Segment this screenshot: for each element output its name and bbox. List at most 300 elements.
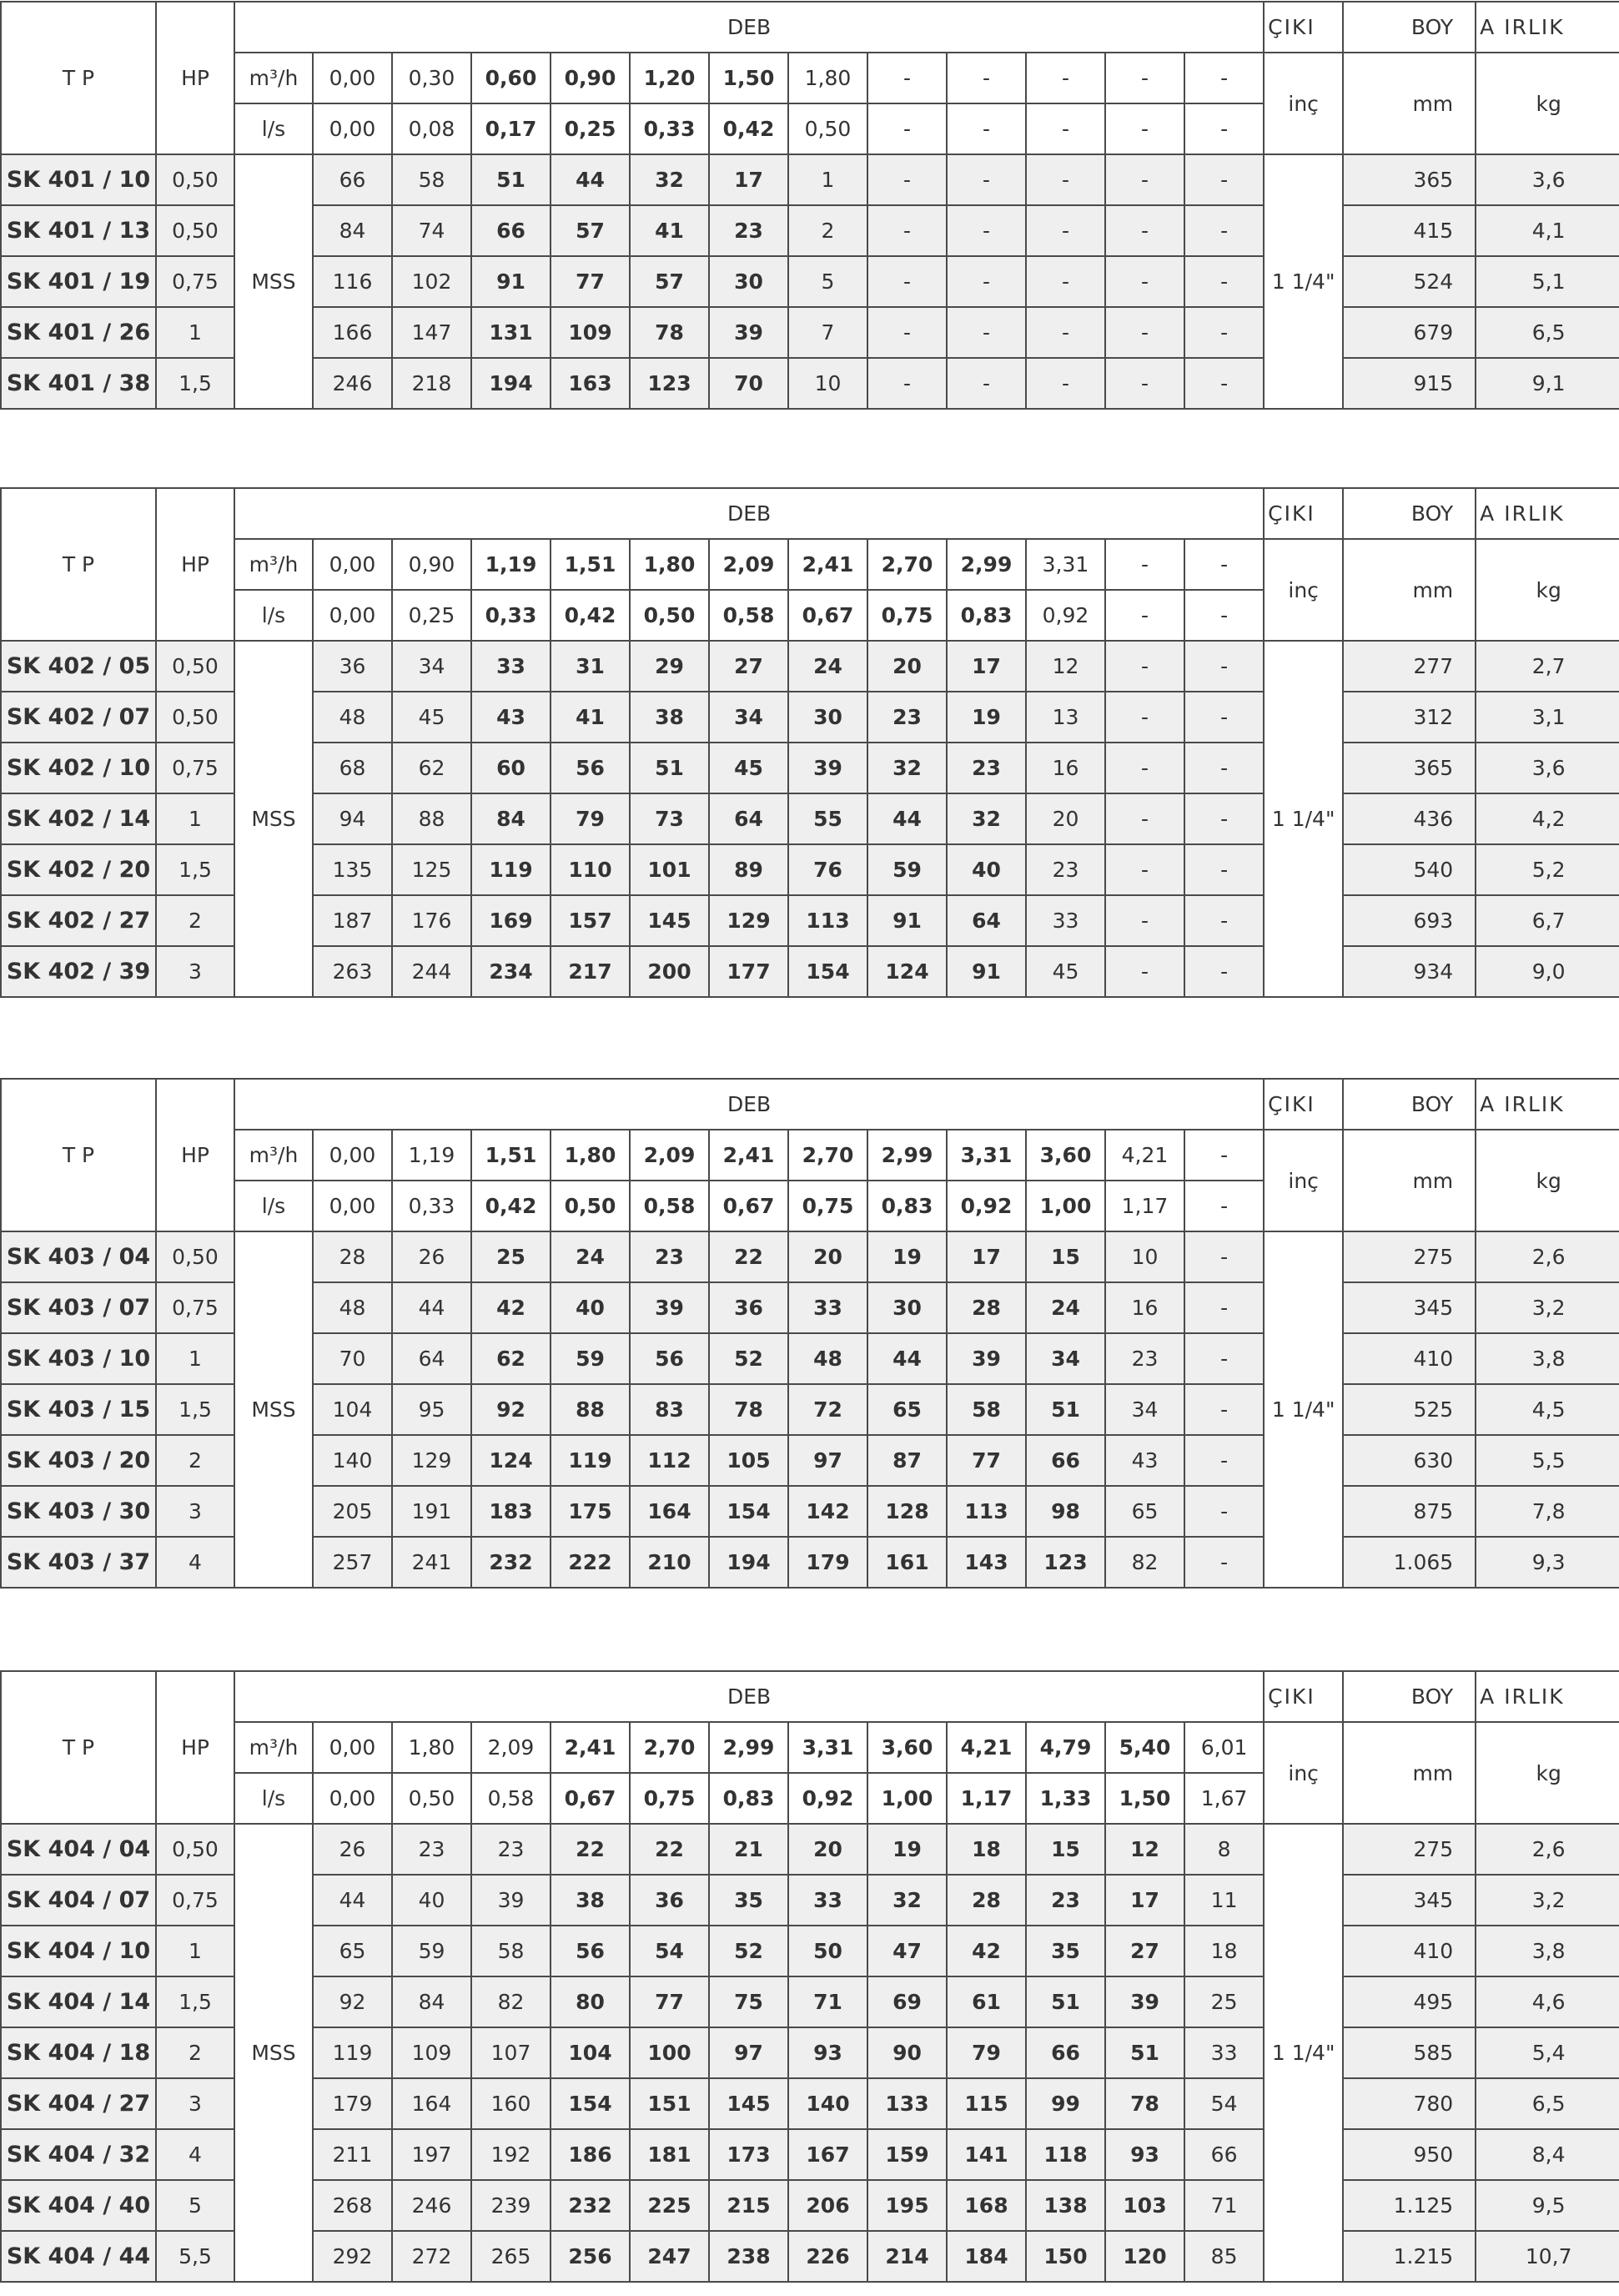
flow-m3h-value: 2,70 [867,539,947,590]
flow-ls-value: 0,33 [630,103,709,154]
head-value: 133 [867,2078,947,2129]
head-value: 48 [313,1282,392,1333]
head-value: 138 [1026,2180,1105,2231]
hp-cell: 1,5 [156,844,234,895]
weight-header: A IRLIK [1476,2,1619,53]
head-value: 147 [392,307,471,358]
head-value: 232 [471,1537,551,1588]
head-value: - [1184,205,1264,256]
head-value: 51 [471,154,551,205]
head-value: 97 [709,2027,788,2078]
hp-cell: 1,5 [156,1384,234,1435]
table-row [1,641,1619,692]
flow-m3h-value: 4,21 [1105,1130,1184,1181]
head-value: 181 [630,2129,709,2180]
weight-cell: 2,6 [1476,1824,1619,1875]
weight-cell: 10,7 [1476,2231,1619,2282]
flow-ls-value: 0,83 [947,590,1026,641]
head-value: 87 [867,1435,947,1486]
head-value: 71 [1184,2180,1264,2231]
head-value: 32 [867,1875,947,1926]
head-value: 109 [392,2027,471,2078]
flow-ls-value: 0,75 [867,590,947,641]
outlet-unit: inç [1264,1722,1343,1824]
head-value: - [867,205,947,256]
head-value: 12 [1026,641,1105,692]
header-row [1,1671,1619,1722]
head-value: 179 [313,2078,392,2129]
head-value: 64 [709,793,788,844]
flow-ls-value: 0,83 [867,1181,947,1231]
flow-ls-value: 0,50 [551,1181,630,1231]
model-cell: SK 403 / 04 [1,1231,156,1282]
head-value: 103 [1105,2180,1184,2231]
head-value: 272 [392,2231,471,2282]
flow-ls-value: 1,33 [1026,1773,1105,1824]
head-value: 166 [313,307,392,358]
length-cell: 679 [1343,307,1476,358]
length-cell: 312 [1343,692,1476,743]
head-value: 97 [788,1435,867,1486]
head-value: 206 [788,2180,867,2231]
ls-label: l/s [234,103,313,154]
weight-header: A IRLIK [1476,488,1619,539]
hp-header: HP [156,488,234,641]
head-value: 95 [392,1384,471,1435]
head-value: 154 [551,2078,630,2129]
length-cell: 277 [1343,641,1476,692]
weight-unit: kg [1476,1130,1619,1231]
head-value: 244 [392,946,471,997]
head-value: 23 [1105,1333,1184,1384]
head-value: 33 [788,1875,867,1926]
head-value: - [947,154,1026,205]
length-cell: 585 [1343,2027,1476,2078]
head-value: 123 [630,358,709,409]
weight-unit: kg [1476,53,1619,154]
model-cell: SK 402 / 20 [1,844,156,895]
weight-cell: 6,7 [1476,895,1619,946]
head-value: - [1026,256,1105,307]
length-cell: 934 [1343,946,1476,997]
head-value: 246 [392,2180,471,2231]
flow-ls-value: 1,17 [947,1773,1026,1824]
length-cell: 436 [1343,793,1476,844]
head-value: 64 [947,895,1026,946]
flow-ls-value: 1,00 [867,1773,947,1824]
head-value: 68 [313,743,392,793]
head-value: - [1184,1537,1264,1588]
head-value: 110 [551,844,630,895]
head-value: 79 [551,793,630,844]
flow-ls-value: 0,58 [630,1181,709,1231]
hp-cell: 0,50 [156,154,234,205]
model-cell: SK 403 / 37 [1,1537,156,1588]
head-value: 256 [551,2231,630,2282]
flow-ls-value: - [1184,590,1264,641]
table-row [1,1824,1619,1875]
head-value: 195 [867,2180,947,2231]
flow-m3h-value: 2,41 [709,1130,788,1181]
head-value: 56 [551,1926,630,1976]
head-value: 104 [313,1384,392,1435]
flow-ls-value: 0,42 [551,590,630,641]
head-value: 119 [551,1435,630,1486]
head-value: 15 [1026,1231,1105,1282]
ls-label: l/s [234,590,313,641]
head-value: 246 [313,358,392,409]
flow-header: DEB [234,1671,1264,1722]
head-value: 113 [947,1486,1026,1537]
weight-cell: 9,3 [1476,1537,1619,1588]
flow-m3h-value: 2,99 [947,539,1026,590]
spec-table [0,1670,1619,2283]
flow-m3h-value: 0,30 [392,53,471,103]
head-value: 192 [471,2129,551,2180]
weight-cell: 3,2 [1476,1282,1619,1333]
head-value: 167 [788,2129,867,2180]
head-value: 7 [788,307,867,358]
hp-cell: 0,75 [156,743,234,793]
head-value: 112 [630,1435,709,1486]
head-value: 176 [392,895,471,946]
hp-cell: 2 [156,2027,234,2078]
head-value: 154 [788,946,867,997]
length-cell: 495 [1343,1976,1476,2027]
head-value: 39 [788,743,867,793]
spec-table [0,1078,1619,1589]
model-cell: SK 403 / 10 [1,1333,156,1384]
head-value: 66 [1026,2027,1105,2078]
head-value: 141 [947,2129,1026,2180]
head-value: 187 [313,895,392,946]
head-value: - [867,358,947,409]
head-value: 66 [1026,1435,1105,1486]
hp-cell: 2 [156,1435,234,1486]
model-cell: SK 403 / 20 [1,1435,156,1486]
flow-m3h-value: 0,90 [551,53,630,103]
head-value: 43 [1105,1435,1184,1486]
weight-cell: 2,6 [1476,1231,1619,1282]
model-cell: SK 402 / 05 [1,641,156,692]
head-value: 84 [392,1976,471,2027]
header-row [1,2,1619,53]
flow-ls-value: 0,58 [471,1773,551,1824]
table-row [1,1231,1619,1282]
head-value: 129 [709,895,788,946]
flow-m3h-row [1,53,1619,103]
head-value: 120 [1105,2231,1184,2282]
head-value: 22 [630,1824,709,1875]
head-value: 44 [392,1282,471,1333]
head-value: 33 [471,641,551,692]
head-value: 74 [392,205,471,256]
head-value: 131 [471,307,551,358]
model-cell: SK 402 / 10 [1,743,156,793]
head-value: - [1105,946,1184,997]
flow-m3h-value: - [867,53,947,103]
model-cell: SK 404 / 14 [1,1976,156,2027]
head-value: 70 [313,1333,392,1384]
head-value: 39 [471,1875,551,1926]
model-cell: SK 403 / 07 [1,1282,156,1333]
head-value: 26 [392,1231,471,1282]
length-header: BOY [1343,2,1476,53]
header-row [1,488,1619,539]
weight-cell: 3,1 [1476,692,1619,743]
head-value: - [1184,358,1264,409]
head-value: 39 [709,307,788,358]
head-value: 10 [1105,1231,1184,1282]
hp-cell: 1 [156,307,234,358]
length-unit: mm [1343,53,1476,154]
model-cell: SK 404 / 44 [1,2231,156,2282]
flow-ls-value: 0,00 [313,1773,392,1824]
outlet-cell: 1 1/4" [1264,1231,1343,1588]
head-value: - [1105,793,1184,844]
head-value: 18 [1184,1926,1264,1976]
motor-cell: MSS [234,641,313,997]
head-value: - [947,205,1026,256]
head-value: 118 [1026,2129,1105,2180]
head-value: 33 [1184,2027,1264,2078]
head-value: 23 [1026,844,1105,895]
head-value: - [1105,692,1184,743]
model-cell: SK 401 / 26 [1,307,156,358]
flow-m3h-value: 2,09 [630,1130,709,1181]
length-unit: mm [1343,1130,1476,1231]
m3h-label: m³/h [234,539,313,590]
head-value: 194 [709,1537,788,1588]
head-value: 92 [471,1384,551,1435]
flow-m3h-value: - [1026,53,1105,103]
head-value: 57 [551,205,630,256]
model-cell: SK 401 / 19 [1,256,156,307]
head-value: 160 [471,2078,551,2129]
head-value: 47 [867,1926,947,1976]
flow-m3h-value: 0,60 [471,53,551,103]
head-value: - [1026,205,1105,256]
head-value: 194 [471,358,551,409]
head-value: 184 [947,2231,1026,2282]
head-value: 71 [788,1976,867,2027]
head-value: 56 [551,743,630,793]
head-value: 51 [1105,2027,1184,2078]
flow-ls-value: 0,67 [551,1773,630,1824]
model-cell: SK 402 / 27 [1,895,156,946]
flow-m3h-value: - [1105,53,1184,103]
head-value: 61 [947,1976,1026,2027]
head-value: 45 [392,692,471,743]
head-value: 35 [709,1875,788,1926]
length-cell: 525 [1343,1384,1476,1435]
type-header: T P [1,1671,156,1824]
head-value: 124 [471,1435,551,1486]
model-cell: SK 401 / 38 [1,358,156,409]
flow-m3h-value: 2,70 [788,1130,867,1181]
head-value: 161 [867,1537,947,1588]
head-value: 79 [947,2027,1026,2078]
head-value: 29 [630,641,709,692]
head-value: 145 [709,2078,788,2129]
weight-cell: 6,5 [1476,2078,1619,2129]
outlet-header: ÇIKI [1264,2,1343,53]
head-value: 98 [1026,1486,1105,1537]
head-value: - [1184,641,1264,692]
flow-m3h-value: 0,00 [313,1722,392,1773]
weight-cell: 3,6 [1476,743,1619,793]
head-value: 30 [867,1282,947,1333]
hp-cell: 1,5 [156,1976,234,2027]
flow-m3h-value: - [1105,539,1184,590]
length-cell: 780 [1343,2078,1476,2129]
head-value: 175 [551,1486,630,1537]
head-value: 292 [313,2231,392,2282]
head-value: 257 [313,1537,392,1588]
head-value: 57 [630,256,709,307]
head-value: 23 [392,1824,471,1875]
weight-cell: 3,8 [1476,1333,1619,1384]
flow-ls-value: 0,50 [392,1773,471,1824]
head-value: 23 [709,205,788,256]
head-value: 151 [630,2078,709,2129]
head-value: 8 [1184,1824,1264,1875]
head-value: 154 [709,1486,788,1537]
head-value: 35 [1026,1926,1105,1976]
head-value: 17 [1105,1875,1184,1926]
flow-ls-value: 0,42 [709,103,788,154]
model-cell: SK 404 / 18 [1,2027,156,2078]
flow-m3h-value: 1,80 [788,53,867,103]
flow-m3h-row [1,539,1619,590]
flow-ls-value: 0,50 [788,103,867,154]
flow-ls-value: 0,83 [709,1773,788,1824]
head-value: 164 [392,2078,471,2129]
head-value: - [1184,793,1264,844]
head-value: 191 [392,1486,471,1537]
head-value: 65 [313,1926,392,1976]
head-value: 28 [313,1231,392,1282]
head-value: 26 [313,1824,392,1875]
head-value: 32 [630,154,709,205]
head-value: - [1184,1333,1264,1384]
flow-m3h-value: 1,80 [551,1130,630,1181]
head-value: - [1184,1282,1264,1333]
head-value: 42 [471,1282,551,1333]
head-value: 140 [788,2078,867,2129]
head-value: - [1105,641,1184,692]
head-value: - [1026,358,1105,409]
flow-ls-value: 0,00 [313,103,392,154]
flow-m3h-value: 3,31 [947,1130,1026,1181]
head-value: 145 [630,895,709,946]
flow-ls-value: 0,33 [392,1181,471,1231]
flow-m3h-value: 3,31 [788,1722,867,1773]
head-value: 135 [313,844,392,895]
head-value: 19 [947,692,1026,743]
head-value: 48 [788,1333,867,1384]
flow-m3h-value: 2,70 [630,1722,709,1773]
head-value: - [947,358,1026,409]
weight-cell: 4,6 [1476,1976,1619,2027]
hp-header: HP [156,1671,234,1824]
head-value: 65 [867,1384,947,1435]
flow-m3h-value: 1,19 [471,539,551,590]
table-row [1,154,1619,205]
hp-cell: 0,50 [156,1231,234,1282]
head-value: 164 [630,1486,709,1537]
flow-ls-value: 0,67 [709,1181,788,1231]
model-cell: SK 401 / 13 [1,205,156,256]
hp-cell: 3 [156,946,234,997]
head-value: 5 [788,256,867,307]
head-value: 83 [630,1384,709,1435]
head-value: 88 [551,1384,630,1435]
model-cell: SK 404 / 27 [1,2078,156,2129]
head-value: - [947,256,1026,307]
weight-cell: 9,5 [1476,2180,1619,2231]
head-value: 73 [630,793,709,844]
head-value: 66 [1184,2129,1264,2180]
weight-cell: 6,5 [1476,307,1619,358]
head-value: 33 [1026,895,1105,946]
flow-m3h-value: 1,80 [392,1722,471,1773]
hp-cell: 0,50 [156,205,234,256]
head-value: 215 [709,2180,788,2231]
flow-ls-value: 0,67 [788,590,867,641]
flow-ls-value: - [947,103,1026,154]
head-value: 20 [867,641,947,692]
length-cell: 275 [1343,1231,1476,1282]
head-value: 247 [630,2231,709,2282]
flow-m3h-value: 1,20 [630,53,709,103]
head-value: 20 [788,1824,867,1875]
flow-m3h-value: 1,50 [709,53,788,103]
flow-ls-value: 1,17 [1105,1181,1184,1231]
head-value: 66 [471,205,551,256]
length-unit: mm [1343,539,1476,641]
flow-m3h-value: 2,09 [471,1722,551,1773]
head-value: 186 [551,2129,630,2180]
weight-header: A IRLIK [1476,1079,1619,1130]
flow-m3h-value: 4,79 [1026,1722,1105,1773]
hp-cell: 5,5 [156,2231,234,2282]
flow-ls-value: 0,08 [392,103,471,154]
head-value: 23 [471,1824,551,1875]
model-cell: SK 404 / 40 [1,2180,156,2231]
length-header: BOY [1343,1671,1476,1722]
hp-cell: 0,50 [156,692,234,743]
head-value: - [1184,154,1264,205]
model-cell: SK 403 / 15 [1,1384,156,1435]
head-value: 129 [392,1435,471,1486]
head-value: 17 [947,641,1026,692]
head-value: 64 [392,1333,471,1384]
head-value: 163 [551,358,630,409]
head-value: 119 [313,2027,392,2078]
flow-ls-value: - [1105,590,1184,641]
motor-cell: MSS [234,1824,313,2282]
length-cell: 275 [1343,1824,1476,1875]
weight-unit: kg [1476,539,1619,641]
head-value: 40 [392,1875,471,1926]
head-value: 200 [630,946,709,997]
head-value: 18 [947,1824,1026,1875]
head-value: 44 [867,1333,947,1384]
head-value: 31 [551,641,630,692]
head-value: 45 [1026,946,1105,997]
flow-ls-value: 0,50 [630,590,709,641]
